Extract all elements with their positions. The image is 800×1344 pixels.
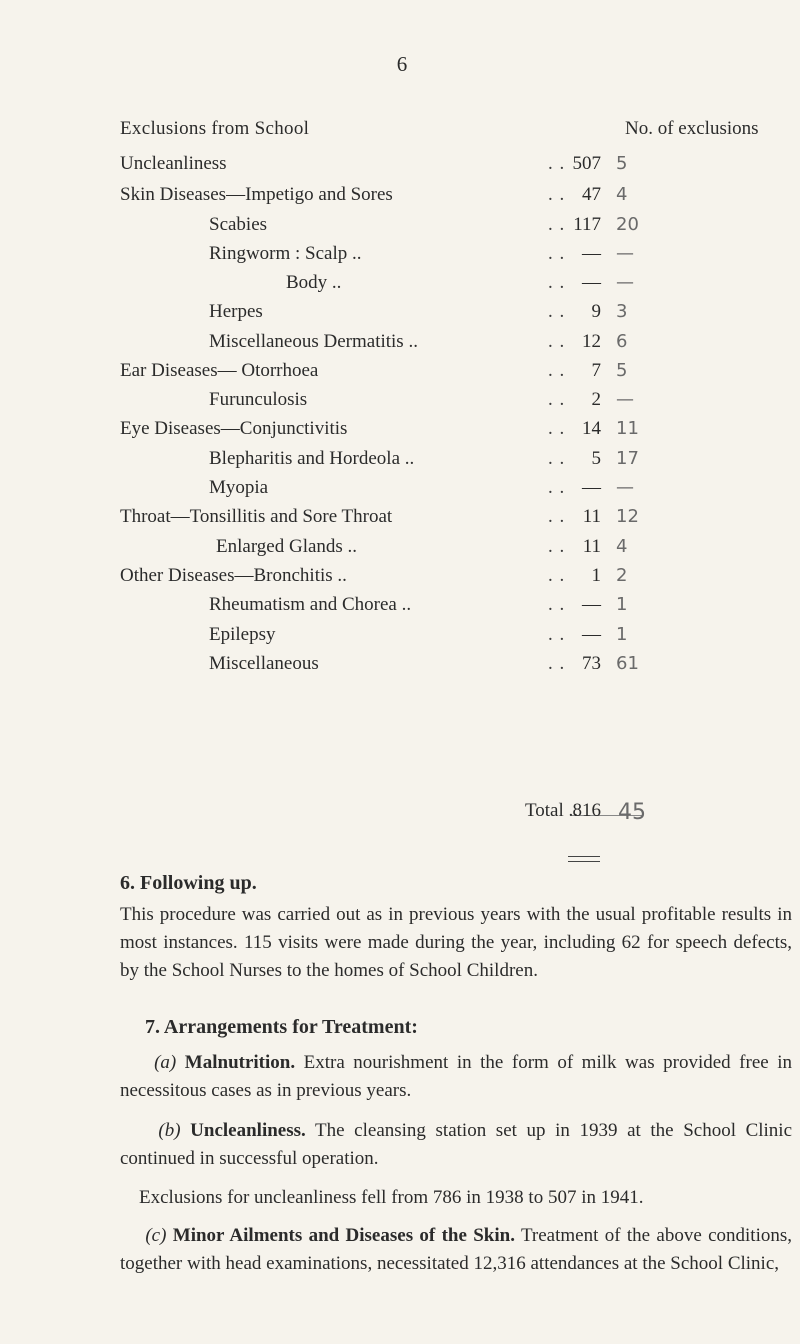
dot-leaders: . . — [548, 594, 566, 615]
table-row — [0, 477, 800, 503]
row-label: Enlarged Glands .. — [216, 536, 358, 557]
handwritten-annotation: 4 — [616, 184, 628, 205]
dot-leaders: . . — [548, 389, 566, 410]
row-label: Uncleanliness — [120, 153, 227, 174]
handwritten-annotation: 1 — [616, 624, 628, 645]
handwritten-annotation: — — [616, 243, 634, 264]
row-value: 7 — [591, 360, 601, 381]
row-value: — — [582, 243, 601, 264]
section-7c-title: Minor Ailments and Diseases of the Skin. — [172, 1225, 515, 1246]
row-label: Scabies — [209, 214, 268, 235]
handwritten-annotation: 61 — [616, 653, 639, 674]
handwritten-annotation: 20 — [616, 214, 639, 235]
table-row — [0, 418, 800, 444]
dot-leaders: . . — [548, 477, 566, 498]
section-7b — [120, 1117, 792, 1173]
row-value: — — [582, 477, 601, 498]
table-row — [0, 243, 800, 269]
handwritten-annotation: — — [616, 272, 634, 293]
row-value: — — [582, 272, 601, 293]
handwritten-annotation: 5 — [616, 360, 628, 381]
handwritten-annotation: 11 — [616, 418, 639, 439]
table-row — [0, 214, 800, 240]
section-7b-extra — [120, 1184, 792, 1212]
table-row — [0, 301, 800, 327]
table-row — [0, 389, 800, 415]
handwritten-annotation: 5 — [616, 153, 628, 174]
table-row — [0, 506, 800, 532]
row-value: 117 — [573, 214, 601, 235]
row-label: Ear Diseases— Otorrhoea — [120, 360, 319, 381]
row-label: Miscellaneous — [209, 653, 319, 674]
row-label: Miscellaneous Dermatitis .. — [209, 331, 418, 352]
row-label: Skin Diseases—Impetigo and Sores — [120, 184, 393, 205]
table-row — [0, 184, 800, 210]
row-value: 9 — [591, 301, 601, 322]
row-label: Myopia — [209, 477, 269, 498]
table-row — [0, 331, 800, 357]
handwritten-annotation: 1 — [616, 594, 628, 615]
handwritten-annotation: — — [616, 477, 634, 498]
column-header: No. of exclusions — [625, 118, 759, 139]
section-7a-marker: (a) — [154, 1052, 177, 1073]
table-row — [0, 565, 800, 591]
dot-leaders: . . — [548, 448, 566, 469]
dot-leaders: . . — [548, 653, 566, 674]
row-value: 11 — [582, 506, 601, 527]
dot-leaders: . . — [548, 331, 566, 352]
row-label: Body .. — [286, 272, 342, 293]
page-number: 6 — [396, 52, 408, 76]
handwritten-annotation: 17 — [616, 448, 639, 469]
dot-leaders: . . — [548, 624, 566, 645]
total-value: 816 — [572, 800, 601, 821]
dot-leaders: . . — [548, 153, 566, 174]
handwritten-annotation: 12 — [616, 506, 639, 527]
handwritten-annotation: 2 — [616, 565, 628, 586]
row-value: 14 — [582, 418, 601, 439]
section-7-heading: 7. Arrangements for Treatment: — [145, 1016, 418, 1038]
row-value: 73 — [582, 653, 601, 674]
table-title: Exclusions from School — [120, 118, 310, 139]
section-7a-title: Malnutrition. — [184, 1052, 296, 1073]
row-value: 1 — [591, 565, 601, 586]
row-value: 47 — [582, 184, 601, 205]
section-7b-extra-text: Exclusions for uncleanliness fell from 786 in 1938 to 507 in 1941. — [139, 1187, 644, 1208]
row-label: Other Diseases—Bronchitis .. — [120, 565, 347, 586]
row-label: Ringworm : Scalp .. — [209, 243, 362, 264]
dot-leaders: . . — [548, 243, 566, 264]
dot-leaders: . . — [548, 272, 566, 293]
section-6-heading: 6. Following up. — [120, 872, 257, 894]
row-value: 5 — [591, 448, 601, 469]
row-value: — — [582, 594, 601, 615]
row-label: Herpes — [209, 301, 263, 322]
table-row — [0, 536, 800, 562]
section-6-body: This procedure was carried out as in previous years with the usual profitable results in most instances. 115 visits were made during the year, including 62 for speech defects, by the School Nurses to the homes of School Children. — [120, 904, 792, 981]
dot-leaders: . . — [548, 418, 566, 439]
handwritten-annotation: — — [616, 389, 634, 410]
section-7b-body: The cleansing station set up in 1939 at the School Clinic continued in successful operation. — [120, 1120, 793, 1169]
dot-leaders: . . — [548, 506, 566, 527]
dot-leaders: . . — [548, 214, 566, 235]
row-label: Eye Diseases—Conjunctivitis — [120, 418, 348, 439]
section-7a-body: Extra nourishment in the form of milk was provided free in necessitous cases as in previous years. — [120, 1052, 793, 1101]
section-7c-body: Treatment of the above conditions, together with head examinations, necessitated 12,316 attendances at the School Clinic, — [120, 1225, 793, 1274]
row-value: 12 — [582, 331, 601, 352]
row-label: Epilepsy — [209, 624, 276, 645]
total-row — [0, 800, 800, 826]
section-7b-marker: (b) — [158, 1120, 181, 1141]
row-value: — — [582, 624, 601, 645]
row-label: Throat—Tonsillitis and Sore Throat — [120, 506, 393, 527]
dot-leaders: . . — [548, 184, 566, 205]
total-underline — [568, 856, 600, 862]
dot-leaders: . . — [548, 301, 566, 322]
table-row — [0, 153, 800, 179]
row-value: 11 — [582, 536, 601, 557]
table-row — [0, 360, 800, 386]
section-7c-marker: (c) — [145, 1225, 167, 1246]
row-value: 2 — [591, 389, 601, 410]
total-handwritten: 45 — [618, 800, 646, 825]
table-row — [0, 272, 800, 298]
handwritten-annotation: 6 — [616, 331, 628, 352]
row-label: Rheumatism and Chorea .. — [209, 594, 412, 615]
dot-leaders: . . — [548, 565, 566, 586]
dot-leaders: . . — [548, 536, 566, 557]
section-7a — [120, 1049, 792, 1105]
handwritten-annotation: 3 — [616, 301, 628, 322]
table-row — [0, 624, 800, 650]
handwritten-annotation: 4 — [616, 536, 628, 557]
table-row — [0, 653, 800, 679]
total-label: Total .. — [525, 800, 579, 821]
section-7c — [120, 1222, 792, 1278]
section-7b-title: Uncleanliness. — [190, 1120, 306, 1141]
table-row — [0, 594, 800, 620]
row-label: Blepharitis and Hordeola .. — [209, 448, 415, 469]
table-row — [0, 448, 800, 474]
row-label: Furunculosis — [209, 389, 308, 410]
dot-leaders: . . — [548, 360, 566, 381]
row-value: 507 — [572, 153, 601, 174]
